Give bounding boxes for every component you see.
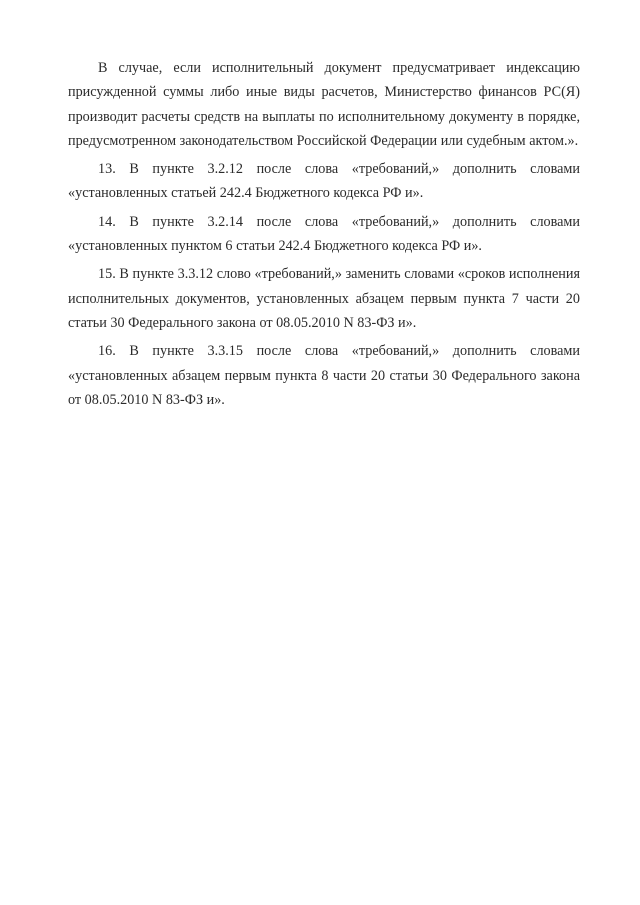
paragraph-item-13: 13. В пункте 3.2.12 после слова «требований,» дополнить словами «установленных статьей 242.4 Бюджетного кодекса РФ и». (68, 161, 580, 202)
paragraph-item-15: 15. В пункте 3.3.12 слово «требований,» заменить словами «сроков исполнения исполнительных документов, установленных абзацем первым пункта 7 части 20 статьи 30 Федерального закона от 08.05.2010 N 83-ФЗ и». (68, 266, 580, 331)
paragraph-indexation: В случае, если исполнительный документ предусматривает индексацию присужденной суммы либо иные виды расчетов, Министерство финансов РС(Я) производит расчеты средств на выплаты по исполнительному документу в порядке, предусмотренном законодательством Российской Федерации или судебным актом.». (68, 60, 580, 149)
paragraph-item-14: 14. В пункте 3.2.14 после слова «требований,» дополнить словами «установленных пунктом 6 статьи 242.4 Бюджетного кодекса РФ и». (68, 213, 580, 255)
document-body (68, 56, 580, 416)
paragraph-item-16: 16. В пункте 3.3.15 после слова «требований,» дополнить словами «установленных абзацем первым пункта 8 части 20 статьи 30 Федерального закона от 08.05.2010 N 83-ФЗ и». (68, 343, 580, 408)
